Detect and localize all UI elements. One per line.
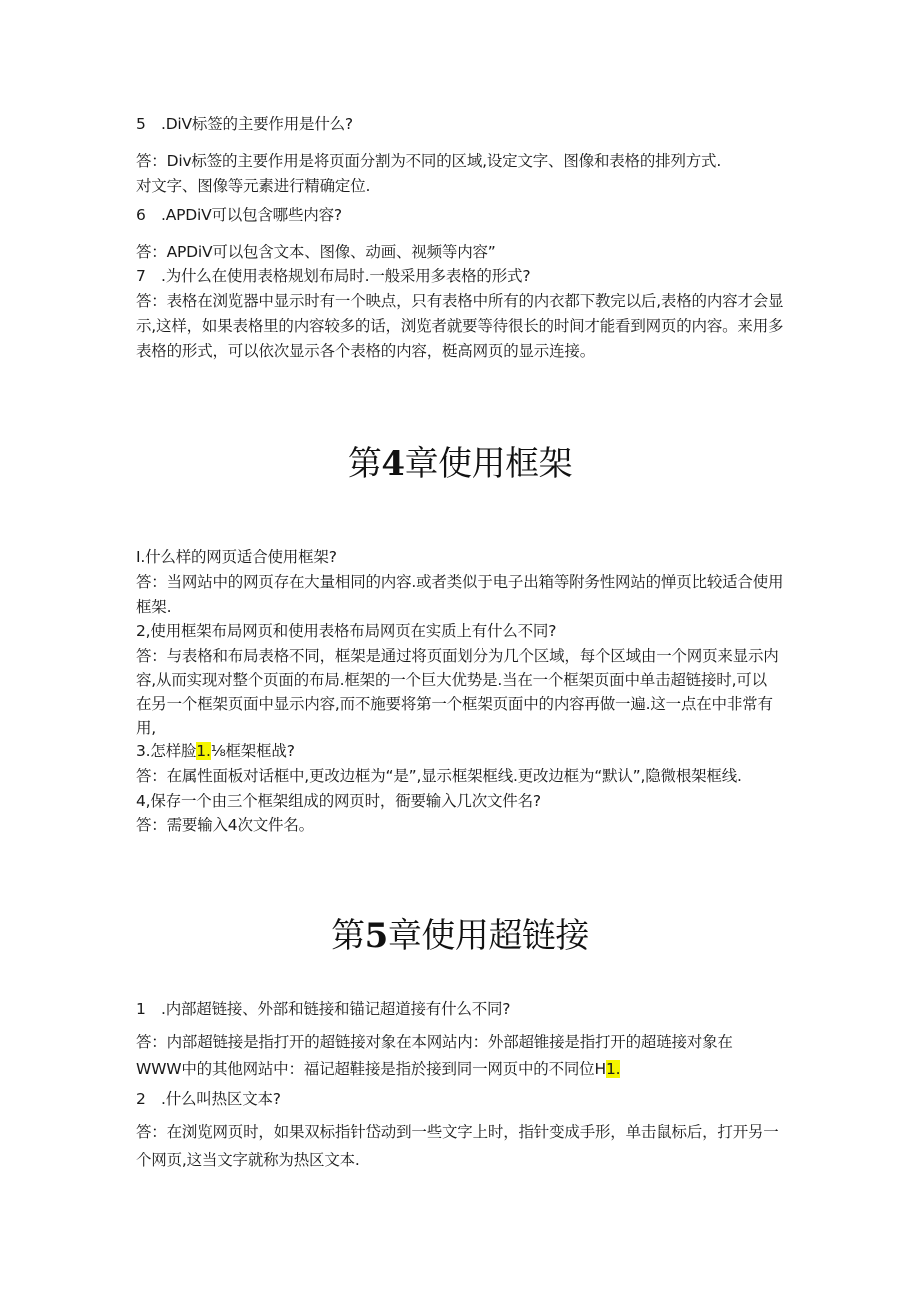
ch4-question-3-suffix: ⅛框架框战? xyxy=(210,742,295,760)
ch5-answer-1-line-2-text: WWW中的其他网站中：福记超鞋接是指於接到同一网页中的不同位H xyxy=(136,1060,606,1078)
ch4-question-3 xyxy=(136,741,295,761)
ch5-answer-2-line-1: 答：在浏览网页时，如果双标指针岱动到一些文字上时，指针变成手形，单击鼠标后，打开另一 xyxy=(136,1123,779,1141)
ch4-question-4: 4,保存一个由三个框架组成的网页时，衙要输入几次文件名? xyxy=(136,792,541,810)
question-7: 7 .为什么在使用表格规划布局时.一般采用多表格的形式? xyxy=(136,267,531,285)
ch4-question-3-prefix: 3.怎样脸 xyxy=(136,742,197,760)
ch4-question-1: I.什么样的网页适合使用框架? xyxy=(136,548,337,566)
ch4-answer-1-line-1: 答：当网站中的网页存在大量相同的内容.或者类似于电子出箱等附务性网站的惮页比较适合使用 xyxy=(136,573,784,591)
answer-5-line-1: 答：Div标签的主要作用是将页面分割为不同的区域,设定文字、图像和表格的排列方式. xyxy=(136,152,722,170)
chapter-4-heading xyxy=(0,442,920,486)
chapter-5-heading xyxy=(0,914,920,958)
chapter-4-number: 4 xyxy=(381,444,405,484)
ch4-answer-3: 答：在属性面板对话框中,更改边框为“是”,显示框架框线.更改边框为“默认”,隐微根架框线. xyxy=(136,767,742,785)
answer-7-line-3: 表格的形式，可以依次显示各个表格的内容，梃高网页的显示连接。 xyxy=(136,342,596,360)
ch5-question-2: 2 .什么叫热区文本? xyxy=(136,1090,281,1108)
ch4-answer-2-line-2: 容,从而实现对整个页面的布局.框架的一个巨大优势是.当在一个框架页面中单击超链接时,可以 xyxy=(136,671,767,689)
question-5: 5 .DiV标签的主要作用是什么? xyxy=(136,115,353,133)
answer-7-line-1: 答：表格在浏览器中显示时有一个映点，只有表格中所有的内衣都下教完以后,表格的内容才会显 xyxy=(136,292,784,310)
ch5-question-1: 1 .内部超链接、外部和链接和锚记超道接有什么不同? xyxy=(136,1000,511,1018)
ch5-answer-2-line-2: 个网页,这当文字就称为热区文本. xyxy=(136,1151,360,1169)
ch4-answer-1-line-2: 框架. xyxy=(136,598,172,616)
answer-6: 答：APDiV可以包含文本、图像、动画、视频等内容” xyxy=(136,243,496,261)
answer-7-line-2: 示,这样，如果表格里的内容较多的话，浏览者就要等待很长的时间才能看到网页的内容。来用多 xyxy=(136,317,784,335)
chapter-5-heading-title: 章使用超链接 xyxy=(387,916,589,956)
ch4-answer-2-line-4: 用, xyxy=(136,719,157,737)
ch4-question-2: 2,使用框架布局网页和使用表格布局网页在实质上有什么不同? xyxy=(136,622,557,640)
ch4-answer-4: 答：需要输入4次文件名。 xyxy=(136,816,314,834)
question-6: 6 .APDiV可以包含哪些内容? xyxy=(136,206,342,224)
answer-5-line-2: 对文字、图像等元素进行精确定位. xyxy=(136,177,371,195)
chapter-4-heading-title: 章使用框架 xyxy=(404,444,573,484)
ch5-answer-1-line-2 xyxy=(136,1059,620,1079)
chapter-5-heading-prefix: 第 xyxy=(331,916,365,956)
chapter-4-heading-prefix: 第 xyxy=(347,444,382,484)
highlighted-text: 1. xyxy=(196,742,211,760)
ch4-answer-2-line-3: 在另一个框架页面中显示内容,而不施要将第一个框架页面中的内容再做一遍.这一点在中非常有 xyxy=(136,695,773,713)
highlighted-text: 1. xyxy=(605,1060,621,1078)
chapter-5-number: 5 xyxy=(364,916,388,956)
ch5-answer-1-line-1: 答：内部超链接是指打开的超链接对象在本网站内：外部超锥接是指打开的超琏接对象在 xyxy=(136,1033,733,1051)
ch4-answer-2-line-1: 答：与表格和布局表格不同，框架是通过将页面划分为几个区域，每个区域由一个网页来显示内 xyxy=(136,647,779,665)
